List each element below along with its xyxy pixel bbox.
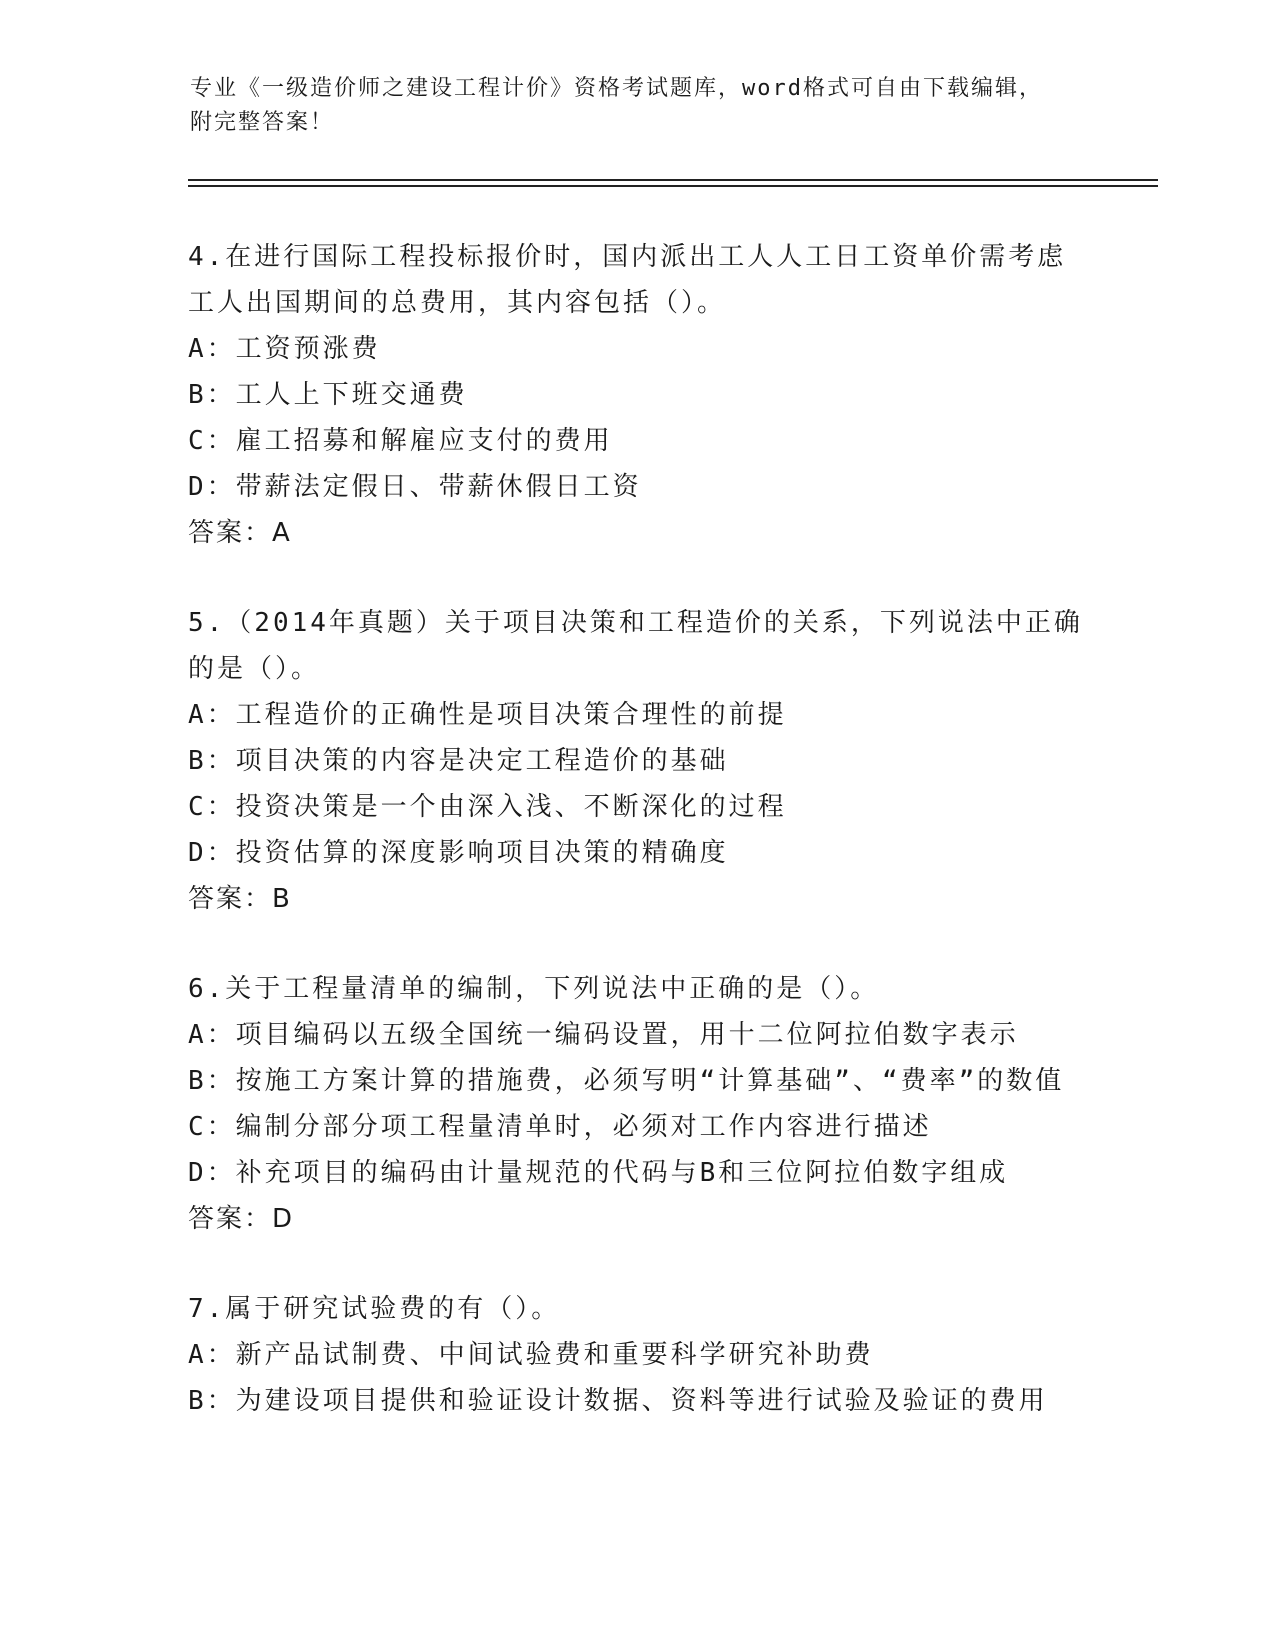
option-a: A：新产品试制费、中间试验费和重要科学研究补助费 [188,1340,874,1370]
option-a: A：工资预涨费 [188,334,381,364]
document-header [190,72,1090,140]
question-stem: 的是（）。 [188,654,321,684]
question-stem: 6.关于工程量清单的编制，下列说法中正确的是（）。 [188,974,880,1004]
option-c: C：投资决策是一个由深入浅、不断深化的过程 [188,792,787,822]
header-line-1: 专业《一级造价师之建设工程计价》资格考试题库，word格式可自由下载编辑， [190,76,1043,101]
question-7 [188,1286,1088,1424]
question-stem: 7.属于研究试验费的有（）。 [188,1294,561,1324]
answer-label: 答案：B [188,884,292,914]
option-b: B：按施工方案计算的措施费，必须写明“计算基础”、“费率”的数值 [188,1066,1065,1096]
option-a: A：项目编码以五级全国统一编码设置，用十二位阿拉伯数字表示 [188,1020,1019,1050]
option-a: A：工程造价的正确性是项目决策合理性的前提 [188,700,787,730]
question-5 [188,600,1088,922]
answer-label: 答案：A [188,518,292,548]
option-c: C：雇工招募和解雇应支付的费用 [188,426,613,456]
question-stem: 5.（2014年真题）关于项目决策和工程造价的关系，下列说法中正确 [188,608,1083,638]
question-stem: 工人出国期间的总费用，其内容包括（）。 [188,288,727,318]
option-d: D：补充项目的编码由计量规范的代码与B和三位阿拉伯数字组成 [188,1158,1009,1188]
question-4 [188,234,1088,556]
header-divider-top [188,179,1158,181]
option-b: B：项目决策的内容是决定工程造价的基础 [188,746,729,776]
question-6 [188,966,1088,1242]
option-c: C：编制分部分项工程量清单时，必须对工作内容进行描述 [188,1112,932,1142]
header-line-2: 附完整答案！ [190,110,335,135]
question-list [188,234,1088,1468]
option-d: D：带薪法定假日、带薪休假日工资 [188,472,642,502]
answer-label: 答案：D [188,1204,295,1234]
header-divider-bottom [188,185,1158,187]
question-stem: 4.在进行国际工程投标报价时，国内派出工人人工日工资单价需考虑 [188,242,1067,272]
option-b: B：为建设项目提供和验证设计数据、资料等进行试验及验证的费用 [188,1386,1048,1416]
option-d: D：投资估算的深度影响项目决策的精确度 [188,838,729,868]
option-b: B：工人上下班交通费 [188,380,468,410]
